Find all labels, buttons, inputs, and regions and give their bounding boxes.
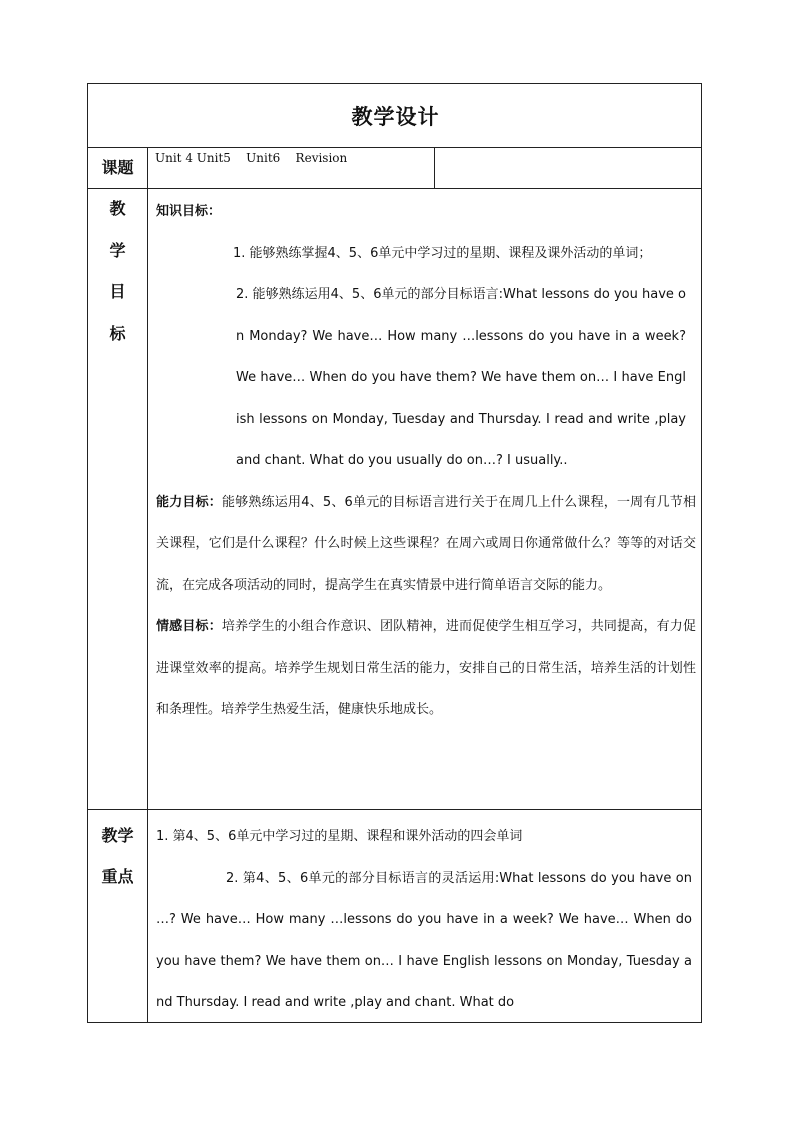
ability-objective: [156, 482, 696, 607]
key-item-1: 1. 第4、5、6单元中学习过的星期、课程和课外活动的四会单词: [156, 829, 523, 844]
topic-label: 课题: [101, 158, 134, 177]
row-divider: [88, 147, 701, 148]
objectives-label: [88, 188, 147, 354]
key-points-content: [156, 816, 692, 1024]
emotion-objective: [156, 606, 696, 731]
knowledge-heading: 知识目标：: [156, 204, 222, 219]
objectives-label-char: 教: [109, 199, 126, 218]
knowledge-item-2: 2. 能够熟练运用4、5、6单元的部分目标语言:What lessons do you have on Monday? We have… How many …lessons do you have in a week? We have… When do you have them? We have them on… I have English lessons on Monday, Tuesday and Thursday. I read and write ,play and chant. What do you usually do on…? I usually..: [236, 287, 686, 468]
column-divider: [434, 147, 435, 188]
objectives-label-char: 目: [109, 282, 126, 301]
row-divider: [88, 188, 701, 189]
key-points-label-line: 重点: [101, 867, 134, 886]
page-title: 教学设计: [351, 104, 440, 129]
key-points-label-line: 教学: [101, 826, 134, 845]
ability-heading: 能力目标：: [156, 494, 222, 510]
objectives-label-char: 学: [109, 240, 126, 260]
row-divider: [88, 809, 701, 810]
ability-text: 能够熟练运用4、5、6单元的目标语言进行关于在周几上什么课程，一周有几节相关课程，它们是什么课程？什么时候上这些课程？在周六或周日你通常做什么？等等的对话交流，在完成各项活动的同时，提高学生在真实情景中进行简单语言交际的能力。: [156, 494, 696, 593]
objectives-label-char: 标: [109, 323, 126, 343]
emotion-text: 培养学生的小组合作意识、团队精神，进而促使学生相互学习，共同提高，有力促进课堂效率的提高。培养学生规划日常生活的能力，安排自己的日常生活，培养生活的计划性和条理性。培养学生热爱生活，健康快乐地成长。: [156, 619, 696, 717]
key-points-label: [88, 815, 147, 897]
objectives-content: [156, 191, 696, 731]
key-item-2: 2. 第4、5、6单元的部分目标语言的灵活运用:What lessons do you have on …? We have… How many …lessons do you have in a week? We have… When do you have them? We have them on… I have English lessons on Monday, Tuesday and Thursday. I read and write ,play and chant. What do: [156, 870, 692, 1010]
column-divider: [147, 147, 148, 1022]
lesson-design-table: [87, 83, 702, 1023]
emotion-heading: 情感目标：: [156, 619, 222, 634]
topic-value: Unit 4 Unit5 Unit6 Revision: [155, 151, 348, 165]
knowledge-item-1: 1. 能够熟练掌握4、5、6单元中学习过的星期、课程及课外活动的单词；: [233, 245, 652, 261]
